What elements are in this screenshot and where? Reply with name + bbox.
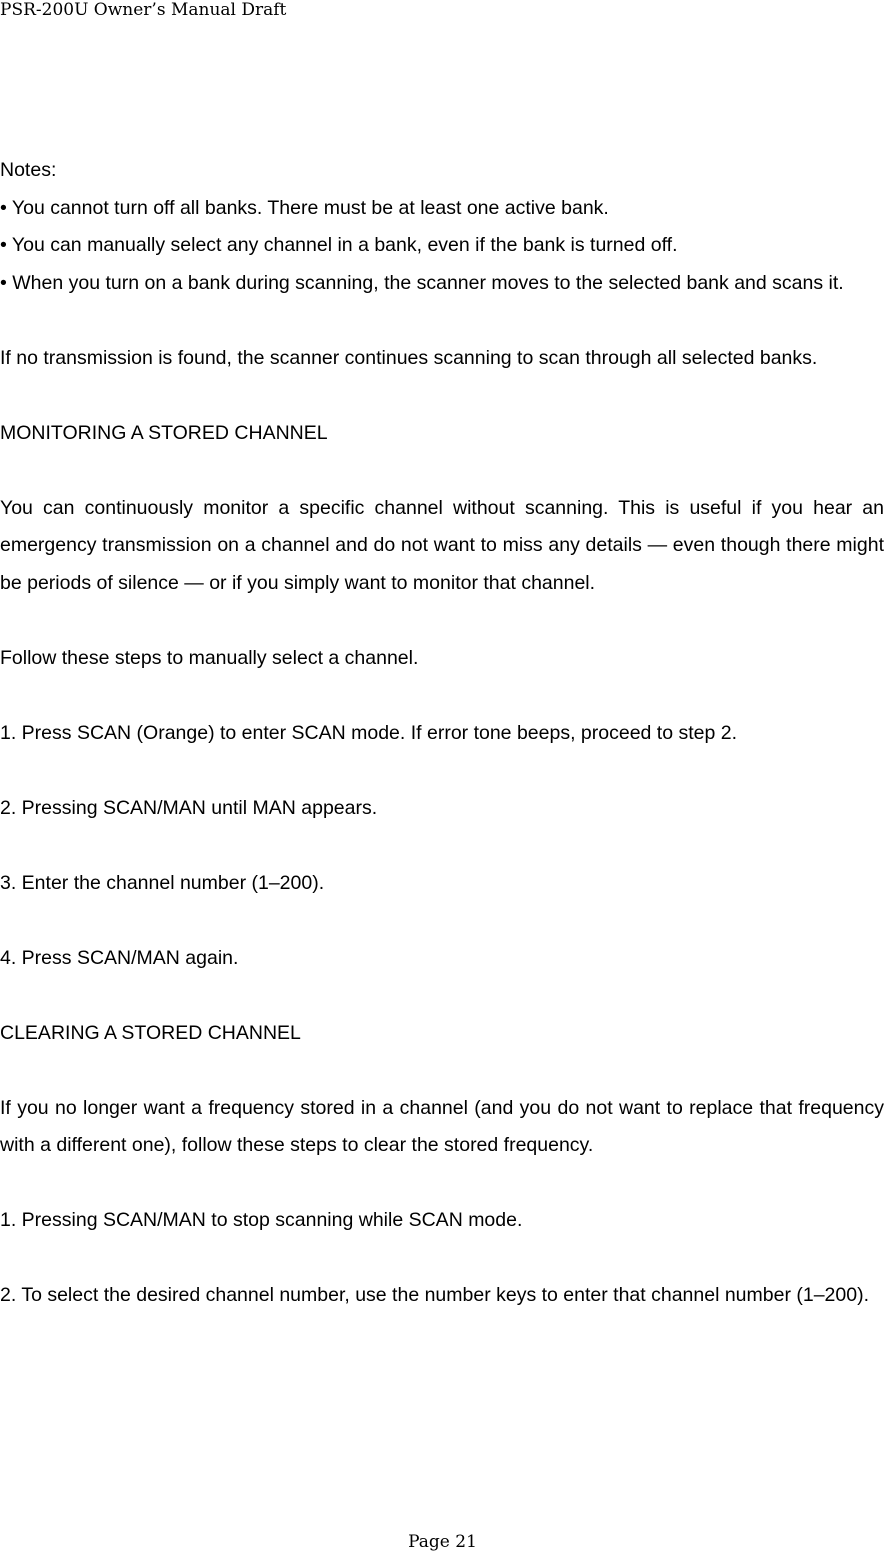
clearing-paragraph: If you no longer want a frequency stored in a channel (and you do not want to replace that frequency with a different one), follow these steps to clear the stored frequency. — [0, 1096, 884, 1156]
notes-section — [0, 152, 884, 302]
monitor-step: 1. Press SCAN (Orange) to enter SCAN mode. If error tone beeps, proceed to step 2. — [0, 721, 738, 744]
clearing-heading: CLEARING A STORED CHANNEL — [0, 1021, 301, 1044]
clear-step: 1. Pressing SCAN/MAN to stop scanning while SCAN mode. — [0, 1209, 523, 1231]
monitoring-heading: MONITORING A STORED CHANNEL — [0, 421, 328, 444]
notes-bullet: • When you turn on a bank during scanning, the scanner moves to the selected bank and scans it. — [0, 271, 844, 294]
follow-steps-paragraph: Follow these steps to manually select a channel. — [0, 646, 419, 669]
page-header: PSR-200U Owner’s Manual Draft — [0, 0, 287, 20]
monitor-step: 3. Enter the channel number (1–200). — [0, 871, 325, 894]
monitor-step: 2. Pressing SCAN/MAN until MAN appears. — [0, 796, 378, 819]
monitoring-paragraph: You can continuously monitor a specific channel without scanning. This is useful if you hear an emergency transmission on a channel and do not want to miss any details — even though there might be periods of silence — or if you simply want to monitor that channel. — [0, 496, 884, 594]
page-content — [0, 152, 884, 1352]
monitor-step: 4. Press SCAN/MAN again. — [0, 946, 239, 969]
notes-title: Notes: — [0, 159, 57, 181]
no-transmission-paragraph: If no transmission is found, the scanner continues scanning to scan through all selected banks. — [0, 346, 818, 369]
notes-bullet: • You cannot turn off all banks. There must be at least one active bank. — [0, 196, 609, 219]
notes-bullet: • You can manually select any channel in a bank, even if the bank is turned off. — [0, 234, 678, 256]
page-number: Page 21 — [408, 1532, 477, 1552]
clear-step: 2. To select the desired channel number, use the number keys to enter that channel number (1–200). — [0, 1284, 870, 1306]
